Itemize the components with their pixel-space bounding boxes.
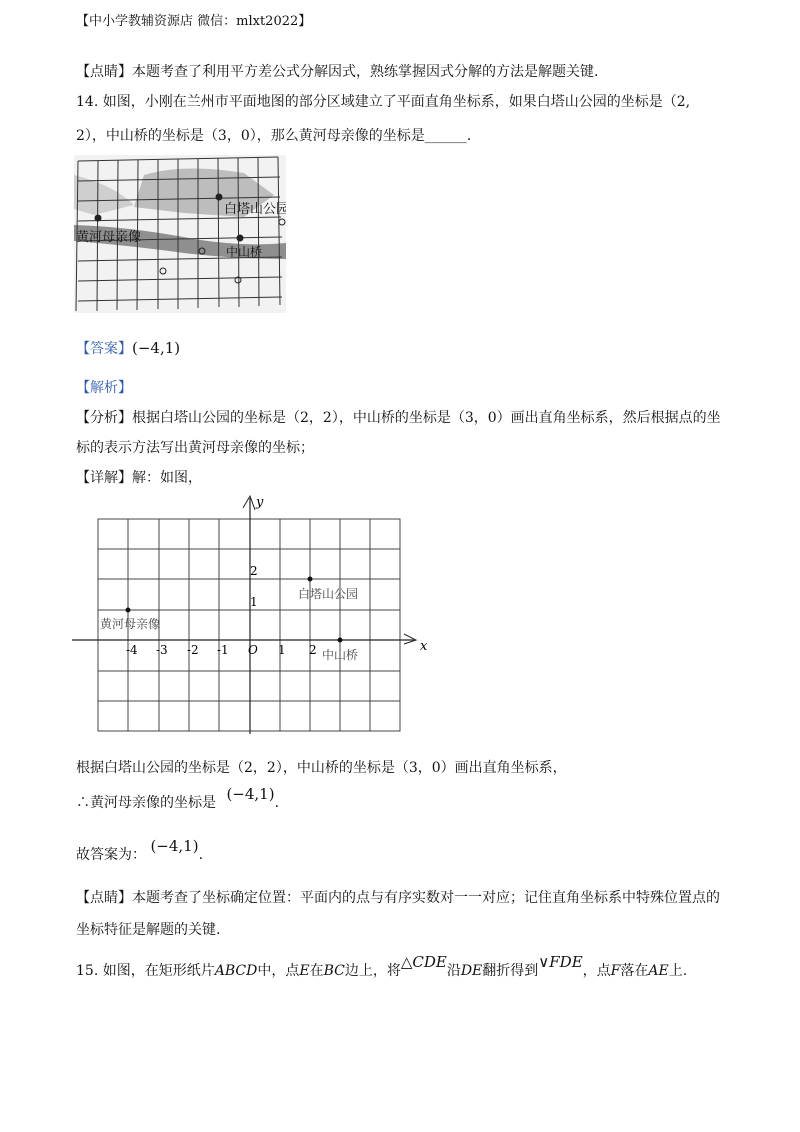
q14-line1: 14. 如图，小刚在兰州市平面地图的部分区域建立了平面直角坐标系，如果白塔山公园的坐标是（2, bbox=[76, 94, 691, 110]
y-axis-label: y bbox=[256, 495, 264, 510]
conclusion-prefix: ∴黄河母亲像的坐标是 bbox=[76, 795, 216, 811]
q15-triangle-fde: ∨FDE bbox=[538, 953, 583, 971]
q15-var: F bbox=[610, 963, 621, 979]
conclusion-value: (−4,1) bbox=[226, 785, 275, 803]
final-answer-line bbox=[76, 837, 204, 865]
q15-text: 边上，将 bbox=[344, 963, 401, 979]
map-label-huanghe: 黄河母亲像 bbox=[76, 230, 142, 245]
grid-label-huanghe: 黄河母亲像 bbox=[100, 617, 161, 631]
grid-label-baita: 白塔山公园 bbox=[298, 587, 359, 601]
x-tick-label: 2 bbox=[309, 643, 317, 657]
q15-text: 落在 bbox=[620, 963, 649, 979]
final-value: (−4,1) bbox=[150, 837, 199, 855]
point-huanghe bbox=[126, 608, 131, 613]
q15-triangle-cde: △CDE bbox=[400, 953, 447, 971]
q15-var: DE bbox=[460, 963, 483, 979]
x-tick-label: -1 bbox=[217, 643, 229, 657]
x-tick-label: -3 bbox=[156, 643, 168, 657]
map-point-baita bbox=[216, 194, 223, 201]
q15-line bbox=[76, 953, 688, 981]
page-header: 【中小学教辅资源店 微信：mlxt2022】 bbox=[76, 14, 312, 29]
grid-label-zhongshan: 中山桥 bbox=[322, 648, 359, 662]
q15-var: BC bbox=[323, 963, 345, 979]
q15-var: E bbox=[299, 963, 310, 979]
conclusion-suffix: . bbox=[274, 795, 280, 811]
origin-label: O bbox=[248, 643, 258, 657]
point-zhongshan bbox=[338, 638, 343, 643]
final-prefix: 故答案为： bbox=[76, 847, 146, 863]
q15-text: ，点 bbox=[582, 963, 611, 979]
q15-text: 中，点 bbox=[257, 963, 300, 979]
q15-var: ABCD bbox=[214, 963, 258, 979]
q15-text: 15. 如图，在矩形纸片 bbox=[76, 963, 215, 979]
jiexi-label: 【解析】 bbox=[76, 380, 132, 396]
y-tick-label: 1 bbox=[250, 595, 258, 609]
y-tick-label: 2 bbox=[250, 564, 258, 578]
q15-text: 在 bbox=[309, 963, 324, 979]
answer-label: 【答案】 bbox=[76, 341, 132, 357]
coordinate-grid-figure bbox=[72, 490, 432, 740]
x-axis-arrow bbox=[404, 634, 416, 644]
q14-tip-line2: 坐标特征是解题的关键. bbox=[76, 922, 221, 938]
q13-tip: 【点睛】本题考查了利用平方差公式分解因式，熟练掌握因式分解的方法是解题关键. bbox=[76, 64, 599, 80]
answer-value: (−4,1) bbox=[132, 339, 181, 357]
q15-text: 沿 bbox=[446, 963, 461, 979]
q14-answer-line bbox=[76, 338, 180, 359]
x-tick-label: -4 bbox=[126, 643, 138, 657]
conclusion-line2 bbox=[76, 785, 280, 813]
map-point-huanghe bbox=[95, 215, 102, 222]
q15-text: 翻折得到 bbox=[482, 963, 539, 979]
q15-text: 上. bbox=[668, 963, 688, 979]
x-axis-label: x bbox=[420, 639, 428, 654]
detail-line: 【详解】解：如图， bbox=[76, 470, 202, 486]
q14-line2: 2），中山桥的坐标是（3，0），那么黄河母亲像的坐标是______. bbox=[76, 128, 472, 144]
final-suffix: . bbox=[198, 847, 204, 863]
map-figure bbox=[74, 155, 286, 313]
analysis-line2: 标的表示方法写出黄河母亲像的坐标； bbox=[76, 440, 314, 456]
map-label-baita: 白塔山公园 bbox=[224, 202, 286, 217]
conclusion-line1: 根据白塔山公园的坐标是（2，2），中山桥的坐标是（3，0）画出直角坐标系， bbox=[76, 760, 567, 776]
q15-var: AE bbox=[648, 963, 669, 979]
y-axis-arrow bbox=[243, 496, 255, 510]
q14-tip-line1: 【点睛】本题考查了坐标确定位置：平面内的点与有序实数对一一对应；记住直角坐标系中特殊位置点的 bbox=[76, 890, 720, 906]
analysis-line1: 【分析】根据白塔山公园的坐标是（2，2），中山桥的坐标是（3，0）画出直角坐标系，然后根据点的坐 bbox=[76, 410, 721, 426]
x-tick-label: -2 bbox=[187, 643, 199, 657]
point-baita bbox=[308, 577, 313, 582]
x-tick-label: 1 bbox=[278, 643, 286, 657]
grid-svg bbox=[72, 490, 432, 740]
map-label-zhongshan: 中山桥 bbox=[226, 245, 263, 259]
map-point-zhongshan bbox=[237, 235, 244, 242]
map-svg bbox=[74, 155, 286, 313]
